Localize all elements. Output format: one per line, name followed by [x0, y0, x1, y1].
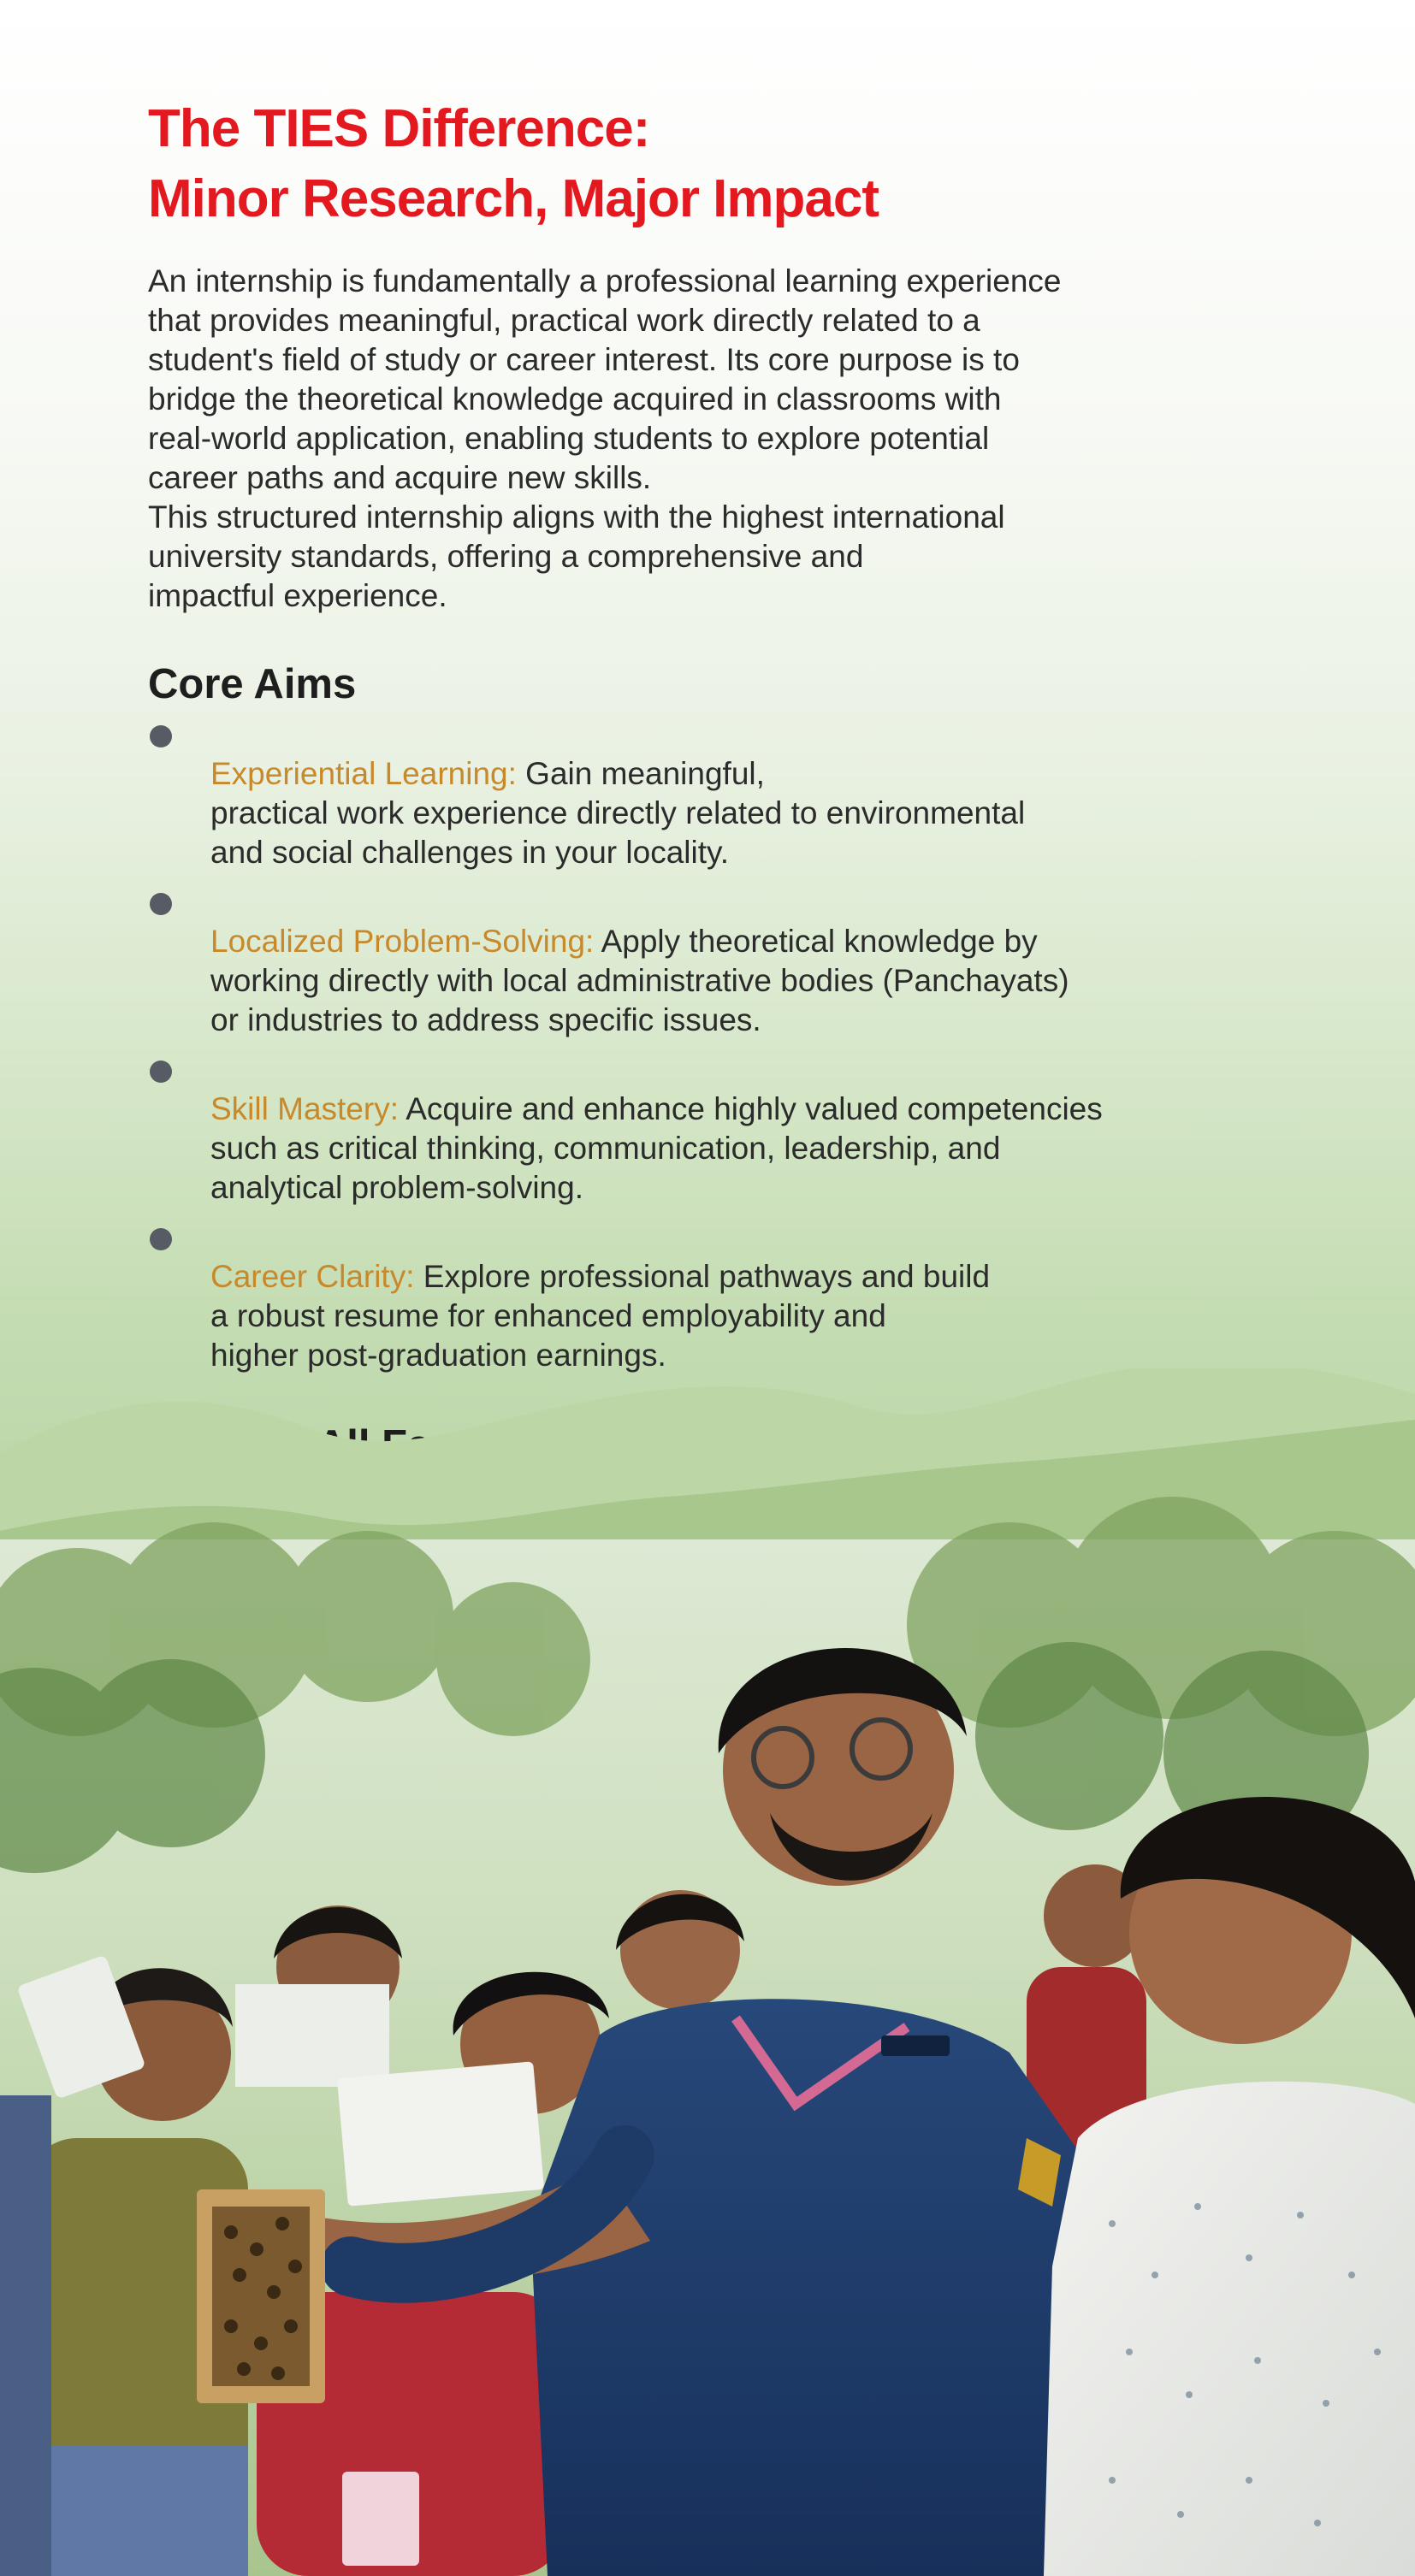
core-aims-heading: Core Aims — [148, 661, 357, 707]
page-title-line-2: Minor Research, Major Impact — [148, 169, 879, 228]
aim-label: Experiential Learning: — [210, 756, 517, 791]
aim-text: Acquire and enhance highly valued competencies such as critical thinking, communication, leadership, and analytical problem-solving. — [210, 1091, 1103, 1205]
bullet-icon — [150, 893, 172, 915]
intro-paragraph-2: This structured internship aligns with the highest international university standards, offering a comprehensive and impactful experience. — [148, 499, 1005, 613]
aim-label: Localized Problem-Solving: — [210, 924, 595, 959]
intro-text — [148, 262, 1226, 616]
list-item — [148, 1218, 1226, 1375]
aim-label: Skill Mastery: — [210, 1091, 399, 1126]
aim-text: Apply theoretical knowledge by working directly with local administrative bodies (Panchayats) or industries to address specific issues. — [210, 924, 1069, 1037]
list-item — [148, 715, 1226, 872]
list-item — [148, 1050, 1226, 1208]
bullet-icon — [150, 725, 172, 747]
page-title — [148, 94, 1226, 234]
core-aims-list — [148, 715, 1226, 1375]
aim-text: Explore professional pathways and build a robust resume for enhanced employability and higher post-graduation earnings. — [210, 1259, 991, 1373]
list-item — [148, 883, 1226, 1040]
bullet-icon — [150, 1061, 172, 1083]
bullet-icon — [150, 1228, 172, 1250]
aim-label: Career Clarity: — [210, 1259, 415, 1294]
aim-text: Gain meaningful, practical work experience directly related to environmental and social challenges in your locality. — [210, 756, 1026, 870]
page-title-line-1: The TIES Difference: — [148, 99, 650, 158]
students-photo — [0, 1368, 1415, 2576]
intro-paragraph-1: An internship is fundamentally a professional learning experience that provides meaningful, practical work directly related to a student's field of study or career interest. Its core purpose is to bridge the theoretical knowledge acquired in classrooms with real-world application, enabling students to explore potential career paths and acquire new skills. — [148, 263, 1062, 495]
